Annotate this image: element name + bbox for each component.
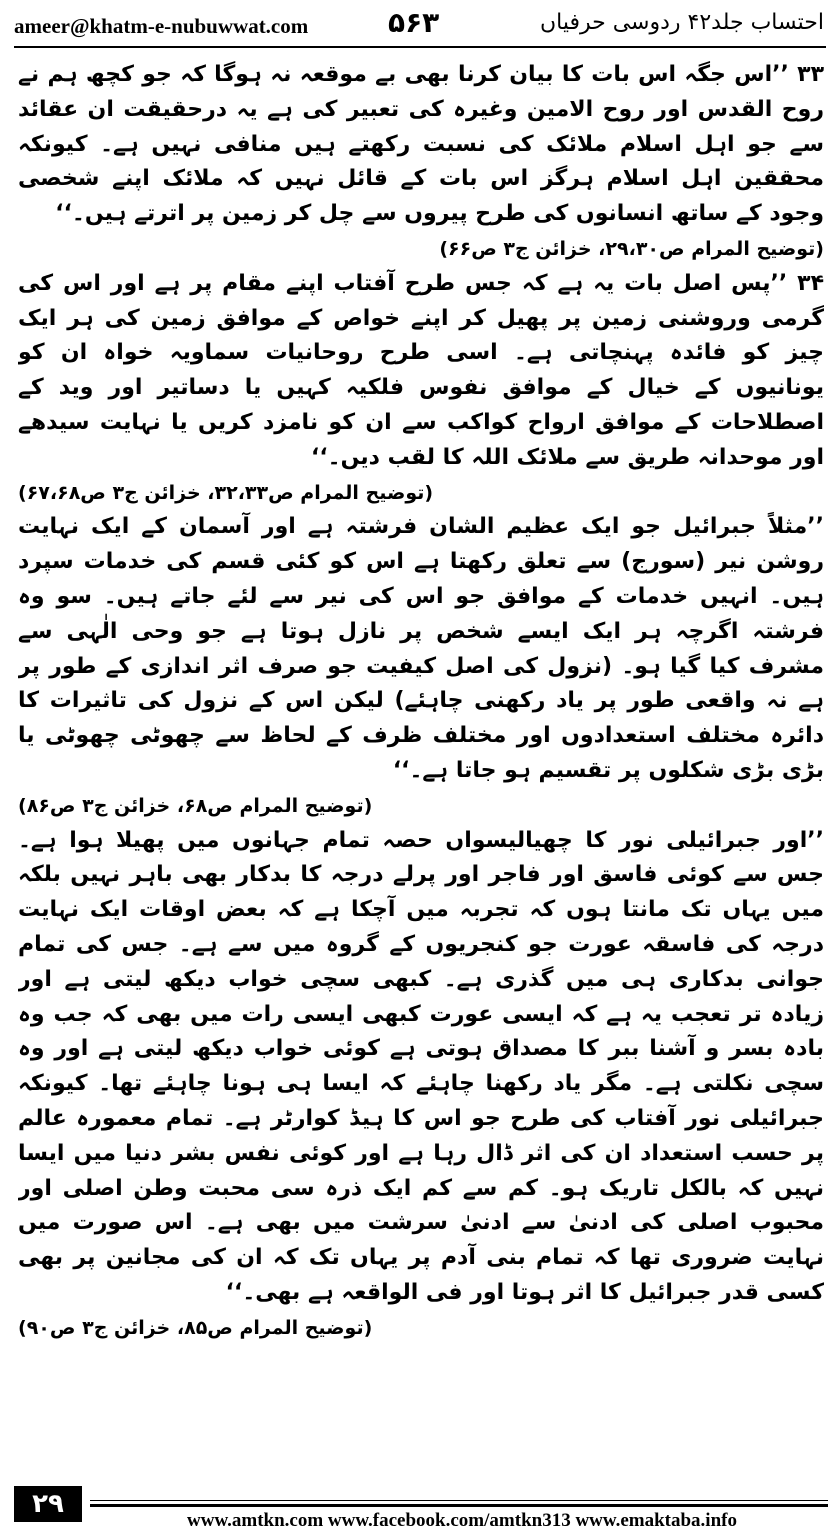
paragraph-text: ۳۳ ’’اس جگہ اس بات کا بیان کرنا بھی بے موقعہ نہ ہوگا کہ جو کچھ ہم نے روح القدس اور روح الامین وغیرہ کی تعبیر کی ہے یہ درحقیقت ان عقائد سے جو اہل اسلام ملائک کی نسبت رکھتے ہیں منافی نہیں ہے۔ کیونکہ محققین اہل اسلام ہرگز اس بات کے قائل نہیں کہ ملائک اپنے شخصی وجود کے ساتھ انسانوں کی طرح پیروں سے چل کر زمین پر اترتے ہیں۔‘‘ xyxy=(18,62,824,227)
paragraph xyxy=(18,267,824,511)
paragraph-text: ۳۴ ’’پس اصل بات یہ ہے کہ جس طرح آفتاب اپنے مقام پر ہے اور اس کی گرمی وروشنی زمین پر پھیل کر اپنے خواص کے موافق زمین کی ہر ایک چیز کو فائدہ پہنچاتی ہے۔ اسی طرح روحانیات سماویہ خواہ ان کو یونانیوں کے خیال کے موافق نفوس فلکیہ کہیں یا دساتیر اور وید کے اصطلاحات کے موافق ارواح کواکب سے ان کو نامزد کریں یا نہایت سیدھے اور موحدانہ طریق سے ملائک اللہ کا لقب دیں۔‘‘ xyxy=(18,270,824,470)
paragraph xyxy=(18,824,824,1346)
paragraph xyxy=(18,510,824,823)
paragraph xyxy=(18,58,824,267)
paragraph-text: ’’اور جبرائیلی نور کا چھیالیسواں حصہ تمام جہانوں میں پھیلا ہوا ہے۔ جس سے کوئی فاسق اور فاجر اور پرلے درجہ کا بدکار بھی باہر نہیں بلکہ میں یہاں تک مانتا ہوں کہ تجربہ میں آچکا ہے کہ بعض اوقات ایک نہایت درجہ کی فاسقہ عورت جو کنجریوں کے گروہ میں سے ہے۔ جس کی تمام جوانی بدکاری ہی میں گذری ہے۔ کبھی سچی خواب دیکھ لیتی ہے اور زیادہ تر تعجب یہ ہے کہ ایسی عورت کبھی ایسی رات میں بھی کہ جب وہ بادہ بسر و آشنا ببر کا مصداق ہوتی ہے کوئی خواب دیکھ لیتی ہے اور وہ سچی نکلتی ہے۔ مگر یاد رکھنا چاہئے کہ ایسا ہی ہونا چاہئے تھا۔ کیونکہ جبرائیلی نور آفتاب کی طرح جو اس کا ہیڈ کوارٹر ہے۔ تمام معمورہ عالم پر حسب استعداد ان کی اثر ڈال رہا ہے اور کوئی نفس بشر دنیا میں ایسا نہیں کہ بالکل تاریک ہو۔ کم سے کم ایک ذرہ سی محبت وطن اصلی اور محبوب اصلی کی ادنیٰ سے ادنیٰ سرشت میں بھی ہے۔ اس صورت میں نہایت ضروری تھا کہ تمام بنی آدم پر یہاں تک کہ ان کی مجانین پر بھی کسی قدر جبرائیل کا اثر ہوتا اور فی الواقعہ ہے بھی۔‘‘ xyxy=(18,827,824,1305)
footer-urls[interactable]: www.amtkn.com www.facebook.com/amtkn313 www.emaktaba.info xyxy=(187,1510,737,1531)
reference-citation: (توضیح المرام ص۶۸، خزائن ج۳ ص۸۶) xyxy=(18,794,373,817)
page-header xyxy=(0,0,840,44)
footer-divider-thin xyxy=(90,1500,828,1501)
reference-citation: (توضیح المرام ص۳۲،۳۳، خزائن ج۳ ص۶۷،۶۸) xyxy=(18,481,434,504)
footer-divider-thick xyxy=(90,1504,828,1507)
folio-number: ۲۹ xyxy=(14,1486,82,1522)
reference-citation: (توضیح المرام ص۸۵، خزائن ج۳ ص۹۰) xyxy=(18,1316,373,1339)
reference-citation: (توضیح المرام ص۲۹،۳۰، خزائن ج۳ ص۶۶) xyxy=(439,237,824,260)
page-number: ۵۶۳ xyxy=(388,6,440,39)
paragraph-text: ’’مثلاً جبرائیل جو ایک عظیم الشان فرشتہ ہے اور آسمان کے ایک نہایت روشن نیر (سورج) سے تعلق رکھتا ہے اس کو کئی قسم کی خدمات سپرد ہیں۔ انہیں خدمات کے موافق جو اس کی نیر سے لئے جاتے ہیں۔ سو وہ فرشتہ اگرچہ ہر ایک ایسے شخص پر نازل ہوتا ہے جو وحی الٰہی سے مشرف کیا گیا ہو۔ (نزول کی اصل کیفیت جو صرف اثر اندازی کے طور پر ہے نہ واقعی طور پر یاد رکھنی چاہئے) لیکن اس کے نزول کی تاثیرات کا دائرہ مختلف استعدادوں اور مختلف ظرف کے لحاظ سے چھوٹی چھوٹی یا بڑی بڑی شکلوں پر تقسیم ہو جاتا ہے۔‘‘ xyxy=(18,514,824,783)
email-address[interactable]: ameer@khatm-e-nubuwwat.com xyxy=(14,14,309,38)
document-body xyxy=(18,58,824,1470)
page-footer xyxy=(0,1480,840,1540)
running-title: احتساب جلد۴۲ ردوسی حرفیاں xyxy=(539,10,824,35)
header-divider xyxy=(14,46,826,48)
